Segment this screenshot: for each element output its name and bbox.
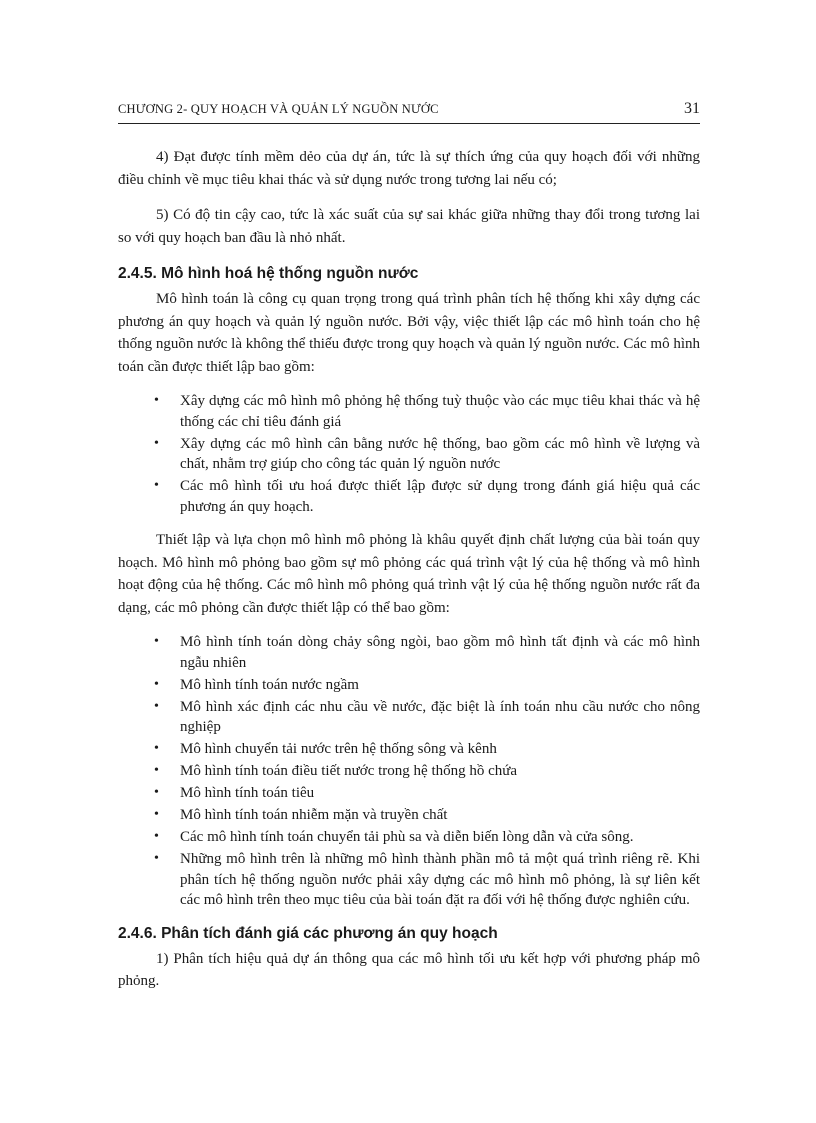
- simulation-models-list: [118, 632, 700, 911]
- list-item: [118, 675, 700, 696]
- list-item: [118, 697, 700, 738]
- section-heading-2-4-5: 2.4.5. Mô hình hoá hệ thống nguồn nước: [118, 265, 419, 282]
- list-item: [118, 805, 700, 826]
- list-item: [118, 783, 700, 804]
- page-number: 31: [684, 100, 700, 117]
- list-item: [118, 761, 700, 782]
- list-item-text: Xây dựng các mô hình mô phỏng hệ thống tuỳ thuộc vào các mục tiêu khai thác và hệ thống các chỉ tiêu đánh giá: [180, 393, 700, 430]
- paragraph-item-5: 5) Có độ tin cậy cao, tức là xác suất của sự sai khác giữa những thay đổi trong tương lai so với quy hoạch ban đầu là nhỏ nhất.: [118, 207, 700, 246]
- list-item: [118, 827, 700, 848]
- paragraph-item-4: 4) Đạt được tính mềm dẻo của dự án, tức là sự thích ứng của quy hoạch đối với những điều chỉnh về mục tiêu khai thác và sử dụng nước trong tương lai nếu có;: [118, 149, 700, 188]
- bullet-icon: •: [154, 676, 159, 692]
- list-item: [118, 391, 700, 432]
- section-heading-2-4-6: 2.4.6. Phân tích đánh giá các phương án quy hoạch: [118, 924, 498, 942]
- list-item: [118, 849, 700, 911]
- list-item-text: Những mô hình trên là những mô hình thành phần mô tả một quá trình riêng rẽ. Khi phân tích hệ thống nguồn nước phải xây dựng các mô hình mô phỏng, là sự liên kết các mô hình trên theo mục tiêu của bài toán đặt ra đối với hệ thống được nghiên cứu.: [180, 851, 700, 908]
- list-item-text: Mô hình tính toán điều tiết nước trong hệ thống hồ chứa: [180, 763, 518, 779]
- list-item: [118, 434, 700, 475]
- list-item-text: Mô hình tính toán nước ngầm: [180, 676, 359, 693]
- bullet-icon: •: [154, 478, 159, 493]
- model-types-list: [118, 391, 700, 517]
- list-item-text: Các mô hình tính toán chuyển tải phù sa và diễn biến lòng dẫn và cửa sông.: [180, 829, 634, 845]
- bullet-icon: •: [154, 763, 159, 778]
- section-246-paragraph-1: 1) Phân tích hiệu quả dự án thông qua các mô hình tối ưu kết hợp với phương pháp mô phỏng.: [118, 950, 700, 989]
- running-header: [118, 100, 700, 124]
- list-item: [118, 476, 700, 517]
- bullet-icon: •: [154, 851, 159, 866]
- list-item: [118, 632, 700, 673]
- list-item-text: Mô hình tính toán dòng chảy sông ngòi, bao gồm mô hình tất định và các mô hình ngẫu nhiên: [180, 634, 700, 671]
- bullet-icon: •: [154, 829, 159, 844]
- list-item-text: Mô hình xác định các nhu cầu về nước, đặc biệt là ính toán nhu cầu nước cho nông nghiệp: [180, 698, 700, 735]
- bullet-icon: •: [154, 785, 159, 800]
- bullet-icon: •: [154, 741, 159, 756]
- list-item-text: Mô hình tính toán tiêu: [180, 785, 315, 801]
- bullet-icon: •: [154, 393, 159, 408]
- bullet-icon: •: [154, 634, 159, 649]
- list-item: [118, 739, 700, 760]
- bullet-icon: •: [154, 435, 159, 451]
- section-245-paragraph-2: Thiết lập và lựa chọn mô hình mô phỏng là khâu quyết định chất lượng của bài toán quy hoạch. Mô hình mô phỏng bao gồm sự mô phỏng các quá trình vật lý của hệ thống và mô hình hoạt động của hệ thống. Các mô hình mô phỏng quá trình vật lý của hệ thống nguồn nước rất đa dạng, các mô phỏng cần được thiết lập có thể bao gồm:: [118, 532, 700, 616]
- list-item-text: Mô hình tính toán nhiễm mặn và truyền chất: [180, 807, 448, 823]
- list-item-text: Mô hình chuyển tải nước trên hệ thống sông và kênh: [180, 741, 497, 757]
- list-item-text: Xây dựng các mô hình cân bằng nước hệ thống, bao gồm các mô hình về lượng và chất, nhằm trợ giúp cho công tác quản lý nguồn nước: [180, 435, 700, 472]
- page-content: [118, 146, 700, 1006]
- bullet-icon: •: [154, 698, 159, 714]
- chapter-title: CHƯƠNG 2- QUY HOẠCH VÀ QUẢN LÝ NGUỒN NƯỚC: [118, 102, 439, 116]
- section-245-paragraph-1: Mô hình toán là công cụ quan trọng trong quá trình phân tích hệ thống khi xây dựng các phương án quy hoạch và quản lý nguồn nước. Bởi vậy, việc thiết lập các mô hình toán cho hệ thống nguồn nước là không thể thiếu được trong quy hoạch và quản lý nguồn nước. Các mô hình toán cần được thiết lập bao gồm:: [118, 291, 700, 375]
- bullet-icon: •: [154, 807, 159, 822]
- list-item-text: Các mô hình tối ưu hoá được thiết lập được sử dụng trong đánh giá hiệu quả các phương án quy hoạch.: [180, 478, 700, 515]
